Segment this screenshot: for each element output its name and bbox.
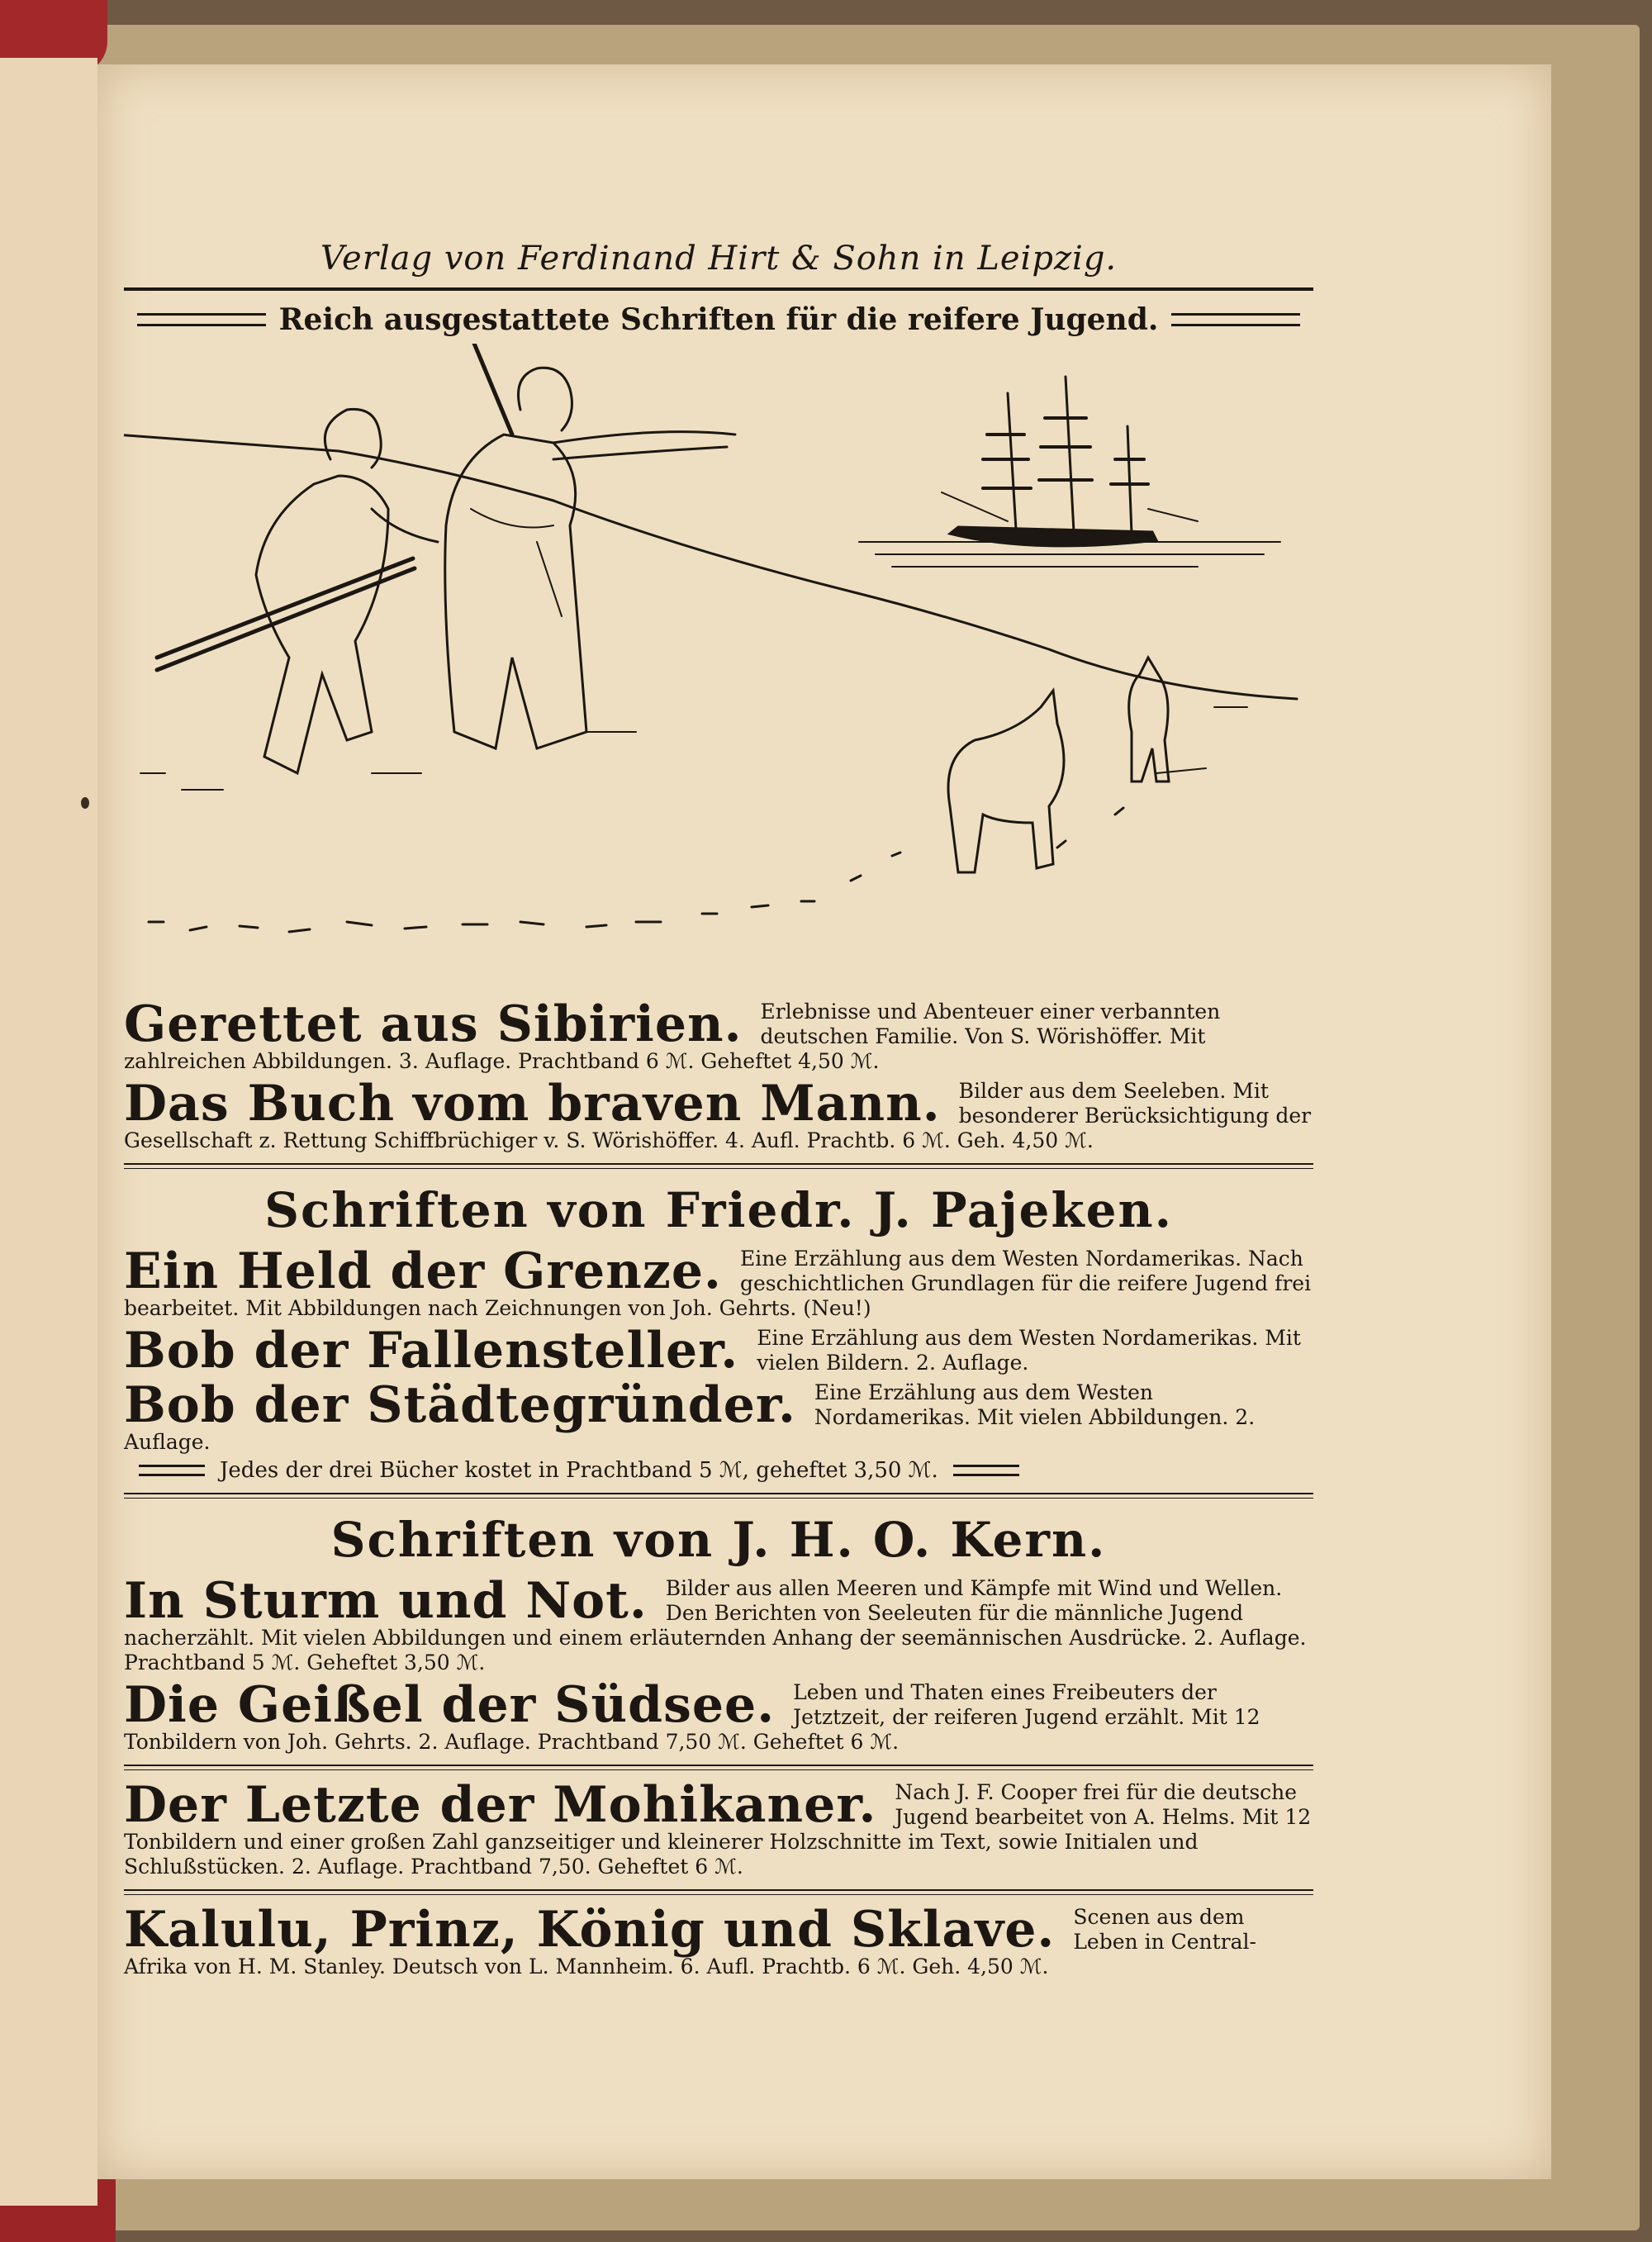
book-entry <box>124 1322 1313 1380</box>
boy-head <box>325 409 381 468</box>
book-title: Kalulu, Prinz, König und Sklave. <box>124 1901 1056 1959</box>
book-title: Ein Held der Grenze. <box>124 1242 722 1300</box>
illustration <box>124 344 1313 988</box>
section-divider <box>124 1765 1313 1770</box>
book-entry <box>124 1776 1313 1879</box>
book-entry <box>124 1572 1313 1675</box>
book-title: Die Geißel der Südsee. <box>124 1676 776 1734</box>
book-entry <box>124 1075 1313 1153</box>
section-divider <box>124 1889 1313 1895</box>
left-page-edge <box>0 58 97 2206</box>
book-description: Eine Erzählung aus dem Westen Nordamerikas. Mit vielen Bildern. 2. Auflage. <box>757 1326 1301 1375</box>
book-description: Bilder aus allen Meeren und Kämpfe mit Wind und Wellen. Den Berichten von Seeleuten für die männliche Jugend nacherzählt. Mit vielen Abbildungen und einem erläuternden Anhang der seemännischen Ausdrücke. 2. Auflage. Prachtband 5 ℳ. Geheftet 3,50 ℳ. <box>124 1576 1307 1674</box>
book-title: Der Letzte der Mohikaner. <box>124 1776 877 1834</box>
man-rifle <box>471 344 512 435</box>
book-description: Bilder aus dem Seeleben. Mit besonderer Berücksichtigung der Gesellschaft z. Rettung Schiffbrüchiger v. S. Wörishöffer. 4. Aufl. Prachtb. 6 ℳ. Geh. 4,50 ℳ. <box>124 1079 1312 1152</box>
arctic-scene-engraving <box>124 344 1313 988</box>
man-arm-pointing <box>553 432 735 459</box>
series-header <box>124 302 1313 337</box>
page-content <box>124 240 1313 1979</box>
man-body <box>445 435 586 748</box>
section-divider <box>124 1493 1313 1499</box>
man-head <box>519 368 572 430</box>
section-heading-kern: Schriften von J. H. O. Kern. <box>330 1512 1107 1568</box>
book-description: Scenen aus dem Leben in Central-Afrika von H. M. Stanley. Deutsch von L. Mannheim. 6. Aufl. Prachtb. 6 ℳ. Geh. 4,50 ℳ. <box>124 1905 1256 1978</box>
book-title: Das Buch vom braven Mann. <box>124 1075 941 1133</box>
book-title: In Sturm und Not. <box>124 1572 648 1630</box>
book-description: Leben und Thaten eines Freibeuters der Jetztzeit, der reiferen Jugend erzählt. Mit 12 Tonbildern von Joh. Gehrts. 2. Auflage. Prachtband 7,50 ℳ. Geheftet 6 ℳ. <box>124 1680 1260 1754</box>
book-entry <box>124 1376 1313 1455</box>
series-rule-left <box>137 313 266 326</box>
section-heading-pajeken: Schriften von Friedr. J. Pajeken. <box>264 1182 1173 1238</box>
book-entry <box>124 1676 1313 1755</box>
book-description: Erlebnisse und Abenteuer einer verbannten deutschen Familie. Von S. Wörishöffer. Mit zahlreichen Abbildungen. 3. Auflage. Prachtband 6 ℳ. Geheftet 4,50 ℳ. <box>124 1000 1221 1073</box>
dog-1 <box>948 691 1064 872</box>
price-note-rule-left <box>139 1465 205 1476</box>
coast-line <box>553 501 1297 699</box>
book-description: Eine Erzählung aus dem Westen Nordamerikas. Nach geschichtlichen Grundlagen für die reifere Jugend frei bearbeitet. Mit Abbildungen nach Zeichnungen von Joh. Gehrts. (Neu!) <box>124 1247 1312 1320</box>
book-title: Bob der Fallensteller. <box>124 1322 739 1380</box>
series-title: Reich ausgestattete Schriften für die reifere Jugend. <box>278 302 1159 337</box>
section-divider <box>124 1163 1313 1169</box>
ship-hull <box>950 527 1156 546</box>
book-entry <box>124 1901 1313 1979</box>
price-note <box>124 1458 1313 1483</box>
book-description: Eine Erzählung aus dem Westen Nordamerikas. Mit vielen Abbildungen. 2. Auflage. <box>124 1380 1256 1454</box>
book-title: Gerettet aus Sibirien. <box>124 995 743 1053</box>
margin-mark <box>81 797 89 809</box>
series-rule-right <box>1171 313 1300 326</box>
ship-masts <box>1008 377 1132 534</box>
book-entry <box>124 995 1313 1074</box>
price-note-rule-right <box>953 1465 1019 1476</box>
publisher-line: Verlag von Ferdinand Hirt & Sohn in Leipzig. <box>124 240 1313 291</box>
book-entry <box>124 1242 1313 1321</box>
book-title: Bob der Städtegründer. <box>124 1376 796 1434</box>
price-note-text: Jedes der drei Bücher kostet in Prachtband 5 ℳ, geheftet 3,50 ℳ. <box>220 1458 938 1483</box>
book-description: Nach J. F. Cooper frei für die deutsche Jugend bearbeitet von A. Helms. Mit 12 Tonbildern und einer großen Zahl ganzseitiger und kleinerer Holzschnitte im Text, sowie Initialen und Schlußstücken. 2. Auflage. Prachtband 7,50. Geheftet 6 ℳ. <box>124 1780 1312 1879</box>
